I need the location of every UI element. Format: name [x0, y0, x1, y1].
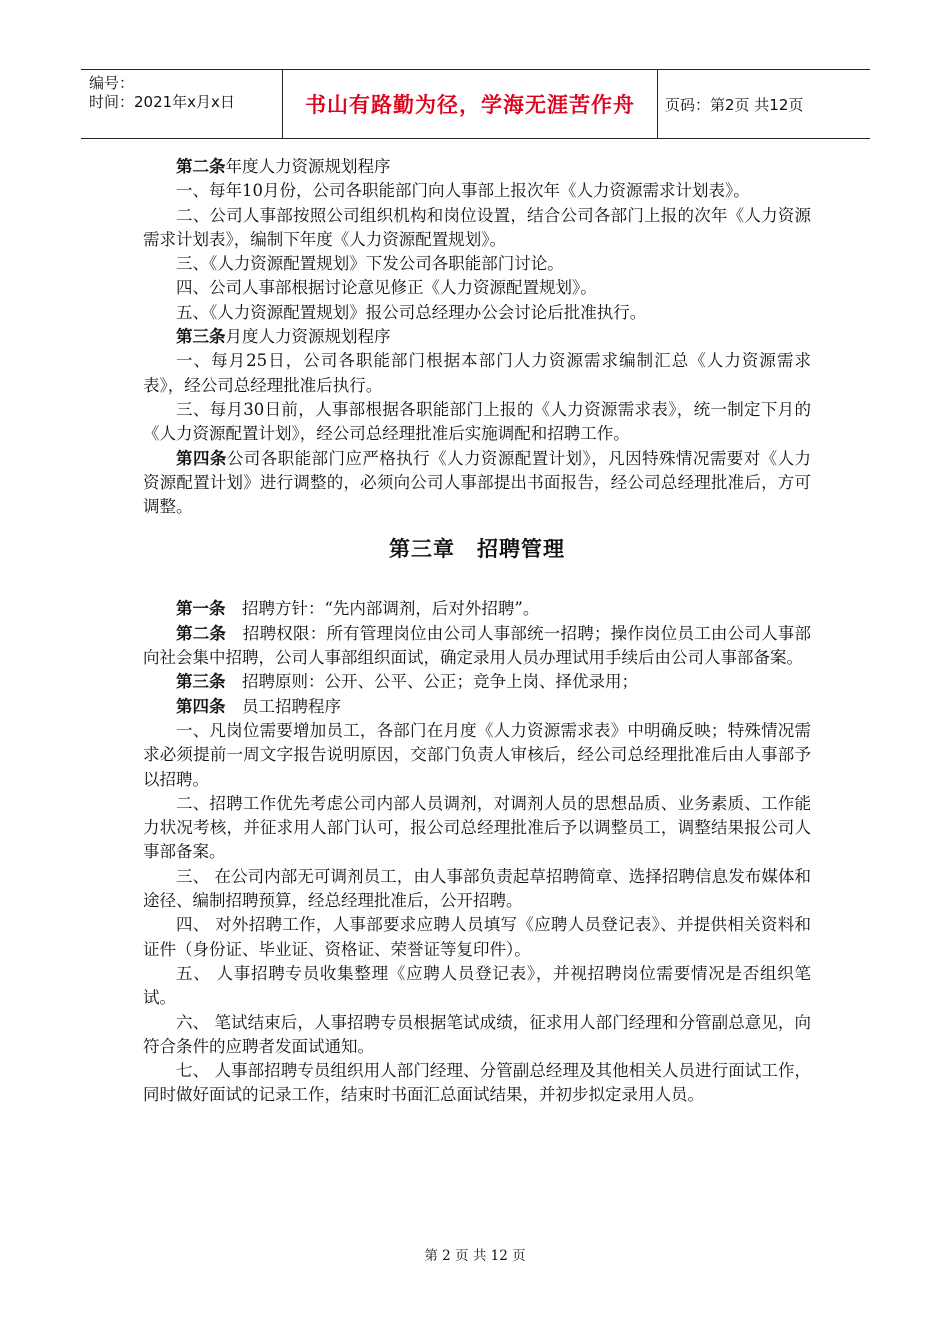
article-number: 第二条: [176, 157, 226, 176]
paragraph-text: 六、 笔试结束后，人事招聘专员根据笔试成绩，征求用人部门经理和分管副总意见，向符合条件的应聘者发面试通知。: [143, 1012, 811, 1056]
paragraph: [143, 179, 811, 203]
paragraph: [143, 447, 811, 520]
paragraph: [143, 865, 811, 914]
paragraph-text: 七、 人事部招聘专员组织用人部门经理、分管副总经理及其他相关人员进行面试工作，同时做好面试的记录工作，结束时书面汇总面试结果，并初步拟定录用人员。: [143, 1061, 811, 1105]
paragraph-text: 二、公司人事部按照公司组织机构和岗位设置，结合公司各部门上报的次年《人力资源需求计划表》，编制下年度《人力资源配置规划》。: [143, 205, 811, 249]
document-number-label: 编号：: [89, 74, 135, 92]
paragraph: [143, 349, 811, 398]
paragraph-text: 五、《人力资源配置规划》报公司总经理办公会讨论后批准执行。: [176, 302, 647, 322]
paragraph-text: 招聘原则：公开、公平、公正；竞争上岗、择优录用；: [225, 672, 638, 692]
document-date: 时间：2021年x月x日: [89, 93, 235, 111]
paragraph: [143, 325, 811, 349]
article-number: 第一条: [176, 599, 226, 619]
paragraph-text: 一、每年10月份，公司各职能部门向人事部上报次年《人力资源需求计划表》。: [176, 181, 750, 201]
article-number: 第四条: [176, 696, 226, 716]
paragraph: [143, 1011, 811, 1060]
paragraph-text: 员工招聘程序: [225, 696, 341, 716]
paragraph: [143, 792, 811, 865]
paragraph-text: 三、《人力资源配置规划》下发公司各职能部门讨论。: [176, 254, 564, 274]
paragraph: [143, 155, 811, 179]
paragraph: [143, 670, 811, 694]
document-body: [143, 155, 811, 1108]
chapter-title: 第三章 招聘管理: [389, 536, 565, 562]
paragraph: [143, 719, 811, 792]
paragraph-text: 五、 人事招聘专员收集整理《应聘人员登记表》，并视招聘岗位需要情况是否组织笔试。: [143, 963, 811, 1008]
paragraph-text: 三、每月30日前，人事部根据各职能部门上报的《人力资源需求表》，统一制定下月的《人力资源配置计划》，经公司总经理批准后实施调配和招聘工作。: [143, 399, 811, 444]
article-number: 第二条: [176, 623, 227, 643]
paragraph-text: 年度人力资源规划程序: [225, 157, 391, 176]
paragraph-text: 招聘权限：所有管理岗位由公司人事部统一招聘；操作岗位员工由公司人事部向社会集中招聘，公司人事部组织面试，确定录用人员办理试用手续后由公司人事部备案。: [143, 623, 812, 668]
paragraph: [143, 252, 811, 276]
chapter-three-section: [143, 597, 811, 1107]
paragraph-text: 四、公司人事部根据讨论意见修正《人力资源配置规划》。: [176, 278, 597, 298]
page-header: [81, 69, 870, 139]
paragraph-text: 月度人力资源规划程序: [225, 327, 391, 347]
chapter-two-section: [143, 155, 811, 519]
paragraph: [143, 301, 811, 325]
paragraph: [143, 962, 811, 1011]
article-number: 第三条: [176, 327, 226, 347]
header-page-info: 页码：第2页 共12页: [665, 95, 804, 114]
paragraph: [143, 695, 811, 719]
paragraph: [143, 276, 811, 300]
header-meta-cell: [81, 70, 282, 138]
paragraph-text: 二、招聘工作优先考虑公司内部人员调剂，对调剂人员的思想品质、业务素质、工作能力状况考核，并征求用人部门认可，报公司总经理批准后予以调整员工，调整结果报公司人事部备案。: [143, 793, 811, 862]
paragraph: [143, 204, 811, 253]
article-number: 第三条: [176, 672, 226, 692]
paragraph: [143, 913, 811, 962]
paragraph-text: 公司各职能部门应严格执行《人力资源配置计划》，凡因特殊情况需要对《人力资源配置计划》进行调整的，必须向公司人事部提出书面报告，经公司总经理批准后，方可调整。: [143, 448, 812, 517]
paragraph-text: 三、 在公司内部无可调剂员工，由人事部负责起草招聘简章、选择招聘信息发布媒体和途径、编制招聘预算，经总经理批准后，公开招聘。: [143, 866, 811, 911]
paragraph: [143, 597, 811, 621]
header-motto: 书山有路勤为径，学海无涯苦作舟: [282, 70, 658, 138]
paragraph: [143, 622, 811, 671]
paragraph-text: 四、 对外招聘工作，人事部要求应聘人员填写《应聘人员登记表》、并提供相关资料和证件（身份证、毕业证、资格证、荣誉证等复印件）。: [143, 915, 811, 959]
paragraph: [143, 398, 811, 447]
paragraph: [143, 1059, 811, 1108]
paragraph-text: 招聘方针：“先内部调剂，后对外招聘”。: [225, 599, 540, 619]
paragraph-text: 一、每月25日，公司各职能部门根据本部门人力资源需求编制汇总《人力资源需求表》，经公司总经理批准后执行。: [143, 351, 811, 395]
page-footer: 第 2 页 共 12 页: [424, 1248, 526, 1264]
article-number: 第四条: [176, 448, 227, 468]
paragraph-text: 一、凡岗位需要增加员工，各部门在月度《人力资源需求表》中明确反映；特殊情况需求必须提前一周文字报告说明原因，交部门负责人审核后，经公司总经理批准后由人事部予以招聘。: [143, 720, 811, 789]
